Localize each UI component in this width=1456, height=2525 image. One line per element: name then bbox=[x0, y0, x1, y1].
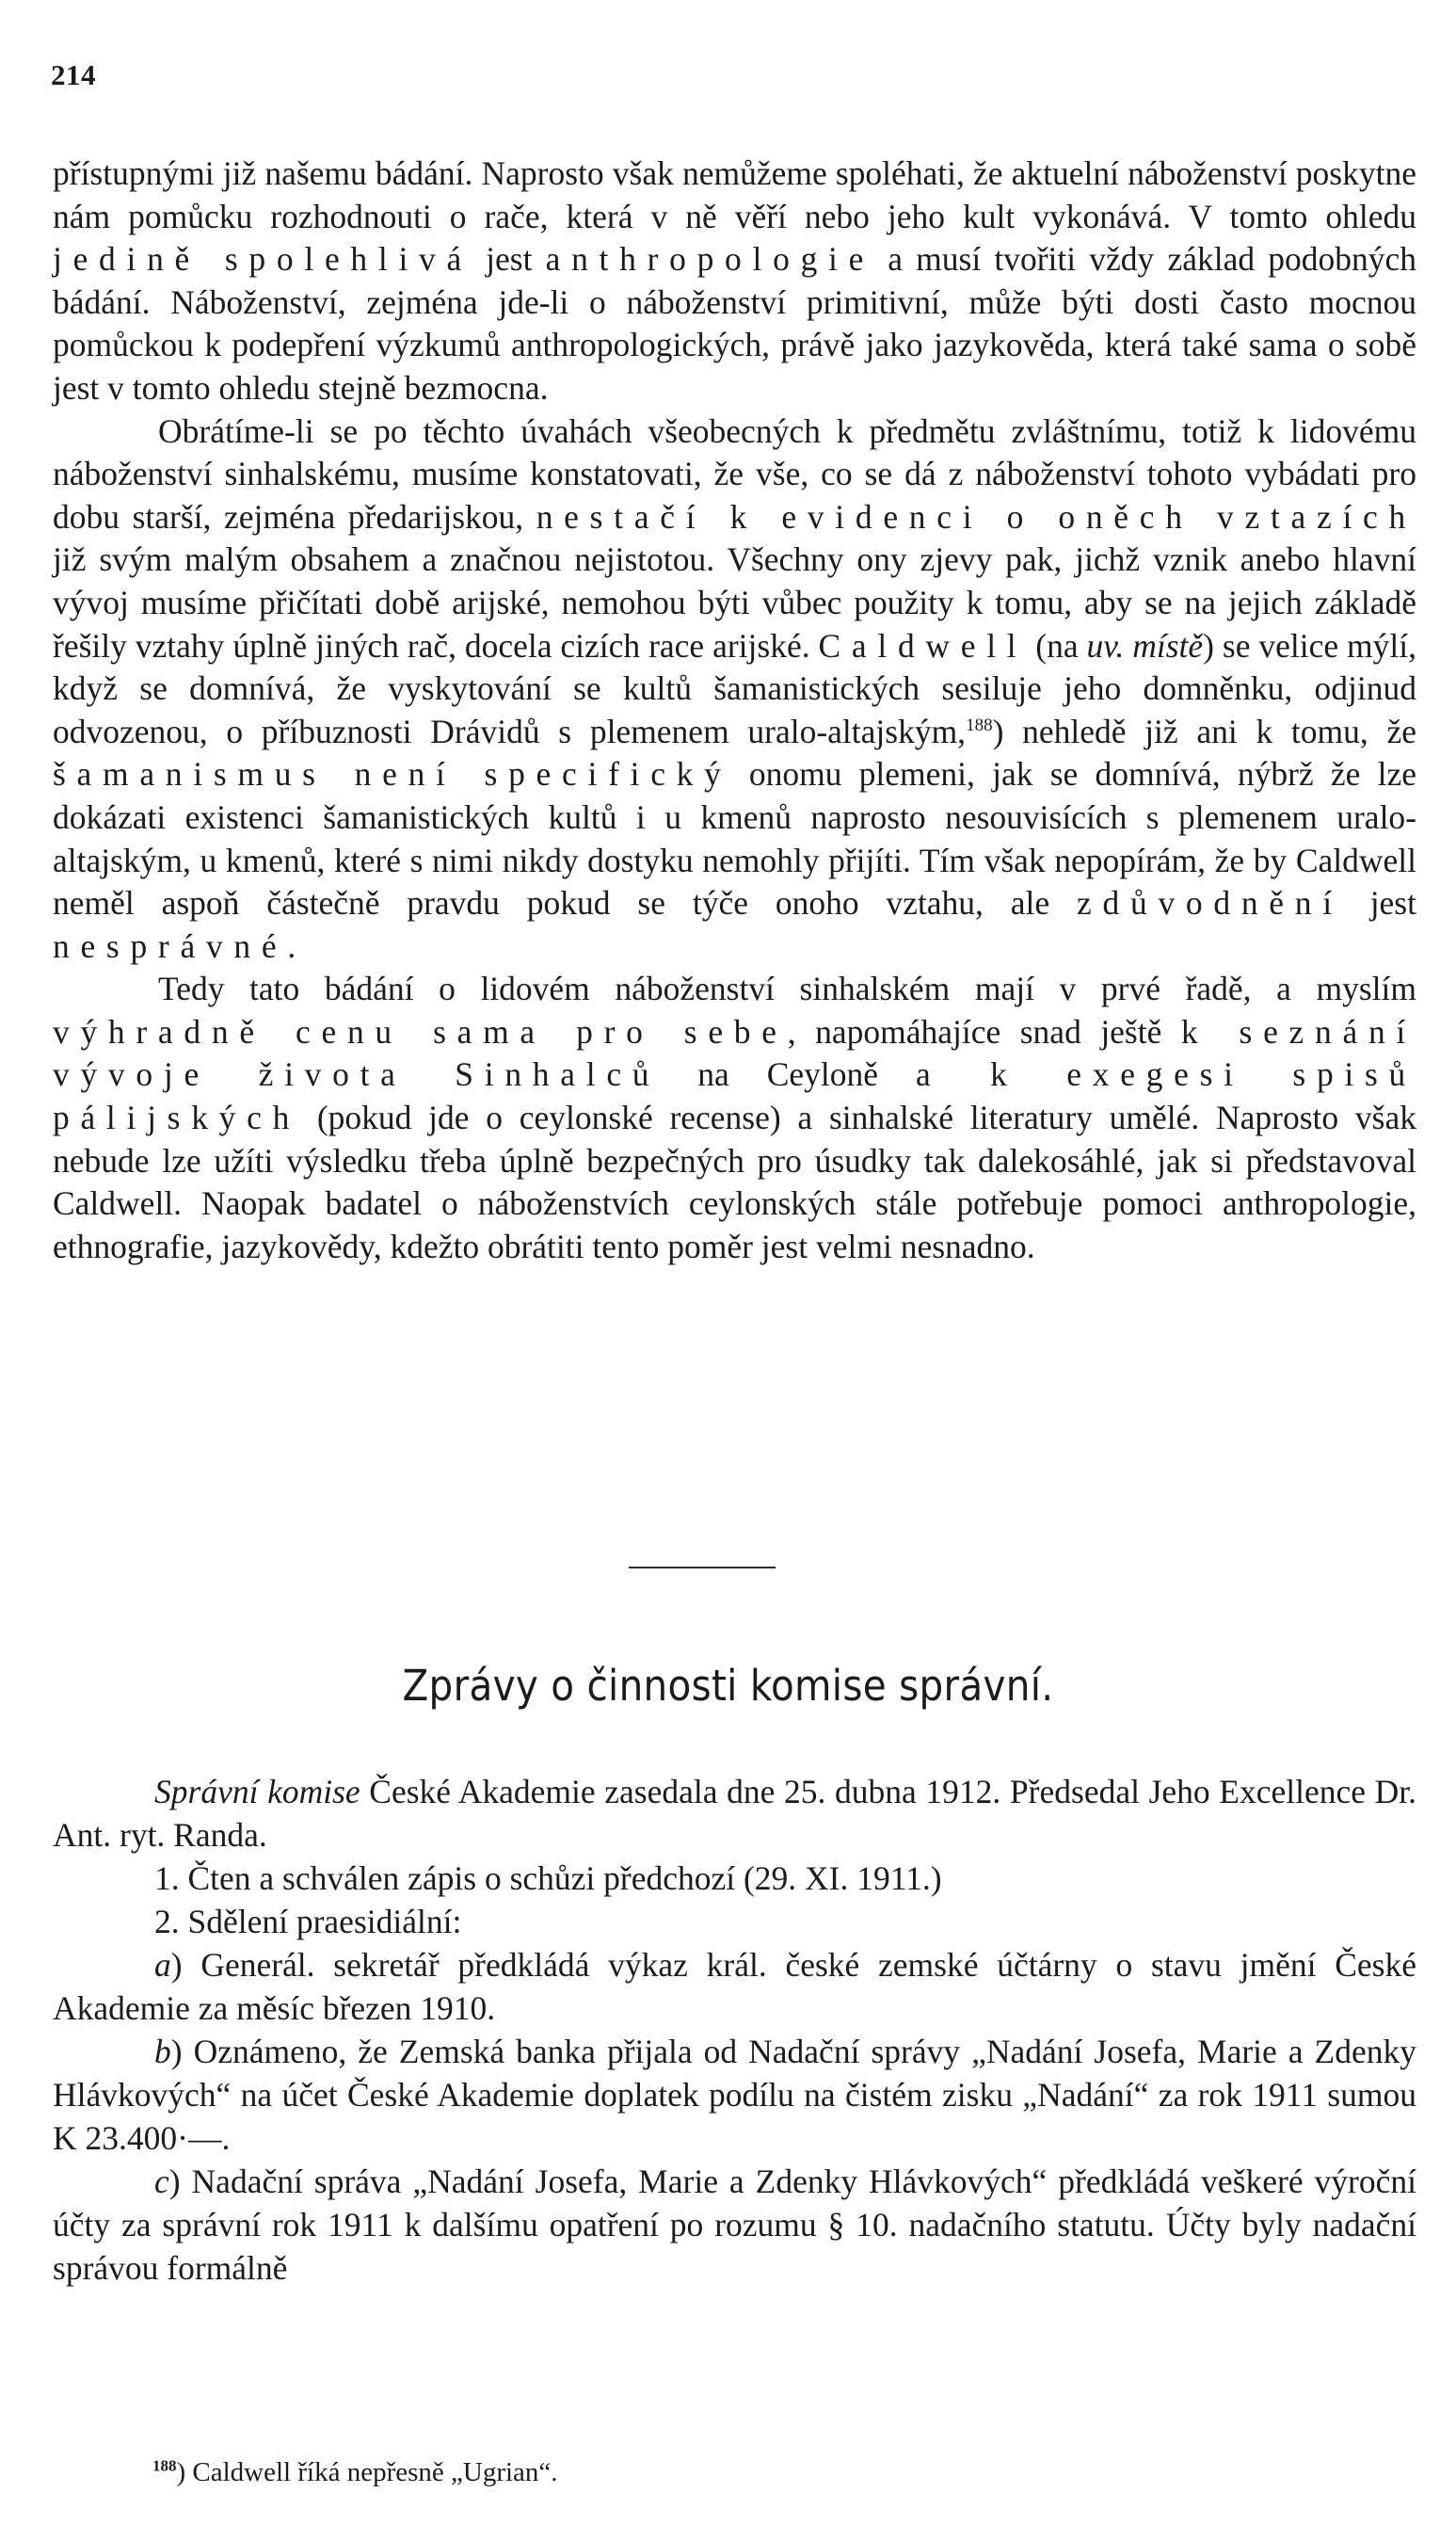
spaced-emphasis: zdůvodnění bbox=[1077, 884, 1343, 923]
footnote bbox=[152, 2455, 558, 2489]
text-run: Obrátíme-li se po těchto úvahách všeobecných k předmětu zvláštnímu, totiž k lidovému náboženství sinhalskému, musíme konstatovati, že vše, co se dá z náboženství tohoto vybádati pro dobu starší, zejména předarijskou, bbox=[53, 411, 1416, 536]
footnote-text: ) Caldwell říká nepřesně „Ugrian“. bbox=[176, 2457, 558, 2487]
text-run: na Ceyloně bbox=[660, 1055, 916, 1094]
spaced-emphasis: nestačí k evidenci o oněch vztazích bbox=[536, 497, 1416, 536]
paragraph-conclusion bbox=[53, 968, 1416, 1268]
text-run: onomu plemeni, jak se domnívá, nýbrž že lze dokázati existenci šamanistických kultů i u kmenů naprosto nesouvisících s plemenem uralo-altajským, u kmenů, které s nimi nikdy dostyku nemohly přijíti. Tím však nepopírám, že by Caldwell neměl aspoň částečně pravdu pokud se týče onoho vztahu, ale bbox=[53, 755, 1417, 923]
spaced-emphasis: Caldwell bbox=[818, 626, 1028, 665]
text-run: ) Oznámeno, že Zemská banka přijala od Nadační správy „Nadání Josefa, Marie a Zdenky Hlávkových“ na účet České Akademie doplatek podílu na čistém zisku „Nadání“ za rok 1911 sumou K 23.400·—. bbox=[53, 2033, 1416, 2157]
text-run: , napomáhajíce snad ještě bbox=[787, 1012, 1181, 1051]
paragraph-sinhalese-religion bbox=[53, 410, 1416, 969]
commission-report bbox=[53, 1770, 1416, 2290]
subitem-label: b bbox=[154, 2033, 171, 2070]
text-run: ) nehledě již ani k tomu, že bbox=[992, 712, 1416, 750]
report-subitem-a bbox=[53, 1943, 1416, 2030]
text-run: (pokud jde o ceylonské recense) a sinhalské literatury umělé. Naprosto však nebude lze užíti výsledku třeba úplně bezpečných pro úsudky tak dalekosáhlé, jak si představoval Caldwell. Naopak badatel o náboženstvích ceylonských stále potřebuje pomoci anthropologie, ethnografie, jazykovědy, kdežto obrátiti tento poměr jest velmi nesnadno. bbox=[53, 1099, 1416, 1265]
section-heading: Zprávy o činnosti komise správní. bbox=[402, 1661, 1054, 1711]
text-run: České Akademie zasedala dne 25. dubna 1912. Předsedal Jeho Excellence Dr. Ant. ryt. Randa. bbox=[53, 1773, 1416, 1854]
spaced-emphasis: šamanismus není specifický bbox=[53, 755, 732, 794]
report-subitem-b bbox=[53, 2030, 1416, 2160]
report-intro bbox=[53, 1770, 1416, 1857]
text-run: jest bbox=[1342, 884, 1416, 923]
report-item-1: 1. Čten a schválen zápis o schůzi předchozí (29. XI. 1911.) bbox=[154, 1859, 942, 1897]
text-run: již svým malým obsahem a značnou nejistotou. Všechny ony zjevy pak, jichž vznik anebo hlavní vývoj musíme přičítati době arijské, nemohou býti vůbec použity k tomu, aby se na jejich základě řešily vztahy úplně jiných rač, docela cizích race arijské. bbox=[53, 540, 1416, 665]
italic-citation: uv. místě bbox=[1086, 626, 1204, 665]
text-run: (na bbox=[1027, 626, 1087, 665]
spaced-emphasis: k seznání vývoje života Sinhalců bbox=[53, 1012, 1417, 1094]
report-subitem-c bbox=[53, 2160, 1416, 2290]
spaced-emphasis: nesprávné bbox=[53, 926, 288, 965]
spaced-emphasis: jedině spolehlivá bbox=[53, 240, 472, 279]
text-run: Tedy tato bádání o lidovém náboženství sinhalském mají v prvé řadě, a myslím bbox=[158, 970, 1416, 1008]
text-run: ) se velice mýlí, když se domnívá, že vyskytování se kultů šamanistických sesiluje jeho domněnku, odjinud odvozenou, o příbuznosti Drávidů s plemenem uralo-altajským, bbox=[53, 626, 1416, 750]
text-run: ) Nadační správa „Nadání Josefa, Marie a Zdenky Hlávkových“ předkládá veškeré výroční účty za správní rok 1911 k dalšímu opatření po rozumu § 10. nadačního statutu. Účty byly nadační správou formálně bbox=[53, 2163, 1416, 2287]
text-run: přístupnými již našemu bádání. Naprosto však nemůžeme spoléhati, že aktuelní náboženství poskytne nám pomůcku rozhodnouti o rače, která v ně věří nebo jeho kult vykonává. V tomto ohledu bbox=[53, 154, 1416, 235]
footnote-reference[interactable]: 188 bbox=[966, 715, 993, 735]
subitem-label: c bbox=[154, 2163, 169, 2200]
page-number: 214 bbox=[51, 58, 96, 91]
text-run: a musí tvořiti vždy základ podobných bádání. Náboženství, zejména jde-li o náboženství primitivní, může býti dosti často mocnou pomůckou k podepření výzkumů anthropologických, právě jako jazykověda, která také sama o sobě jest v tomto ohledu stejně bezmocna. bbox=[53, 240, 1417, 407]
spaced-emphasis: výhradně cenu sama pro sebe bbox=[53, 1012, 788, 1051]
text-run: ) Generál. sekretář předkládá výkaz král. české zemské účtárny o stavu jmění České Akademie za měsíc březen 1910. bbox=[53, 1946, 1416, 2027]
footnote-number: 188 bbox=[152, 2456, 177, 2475]
paragraph-anthropology bbox=[53, 153, 1416, 410]
main-text bbox=[53, 153, 1416, 1268]
text-run: . bbox=[287, 926, 296, 965]
report-item-2: 2. Sdělení praesidiální: bbox=[154, 1903, 462, 1940]
spaced-emphasis: anthropologie bbox=[545, 240, 875, 279]
text-run: jest bbox=[472, 240, 546, 279]
subitem-label: a bbox=[154, 1946, 171, 1984]
spaced-emphasis: a k exegesi spisů pálijských bbox=[53, 1055, 1416, 1137]
italic-lead: Správní komise bbox=[154, 1773, 360, 1810]
section-divider bbox=[629, 1567, 776, 1568]
